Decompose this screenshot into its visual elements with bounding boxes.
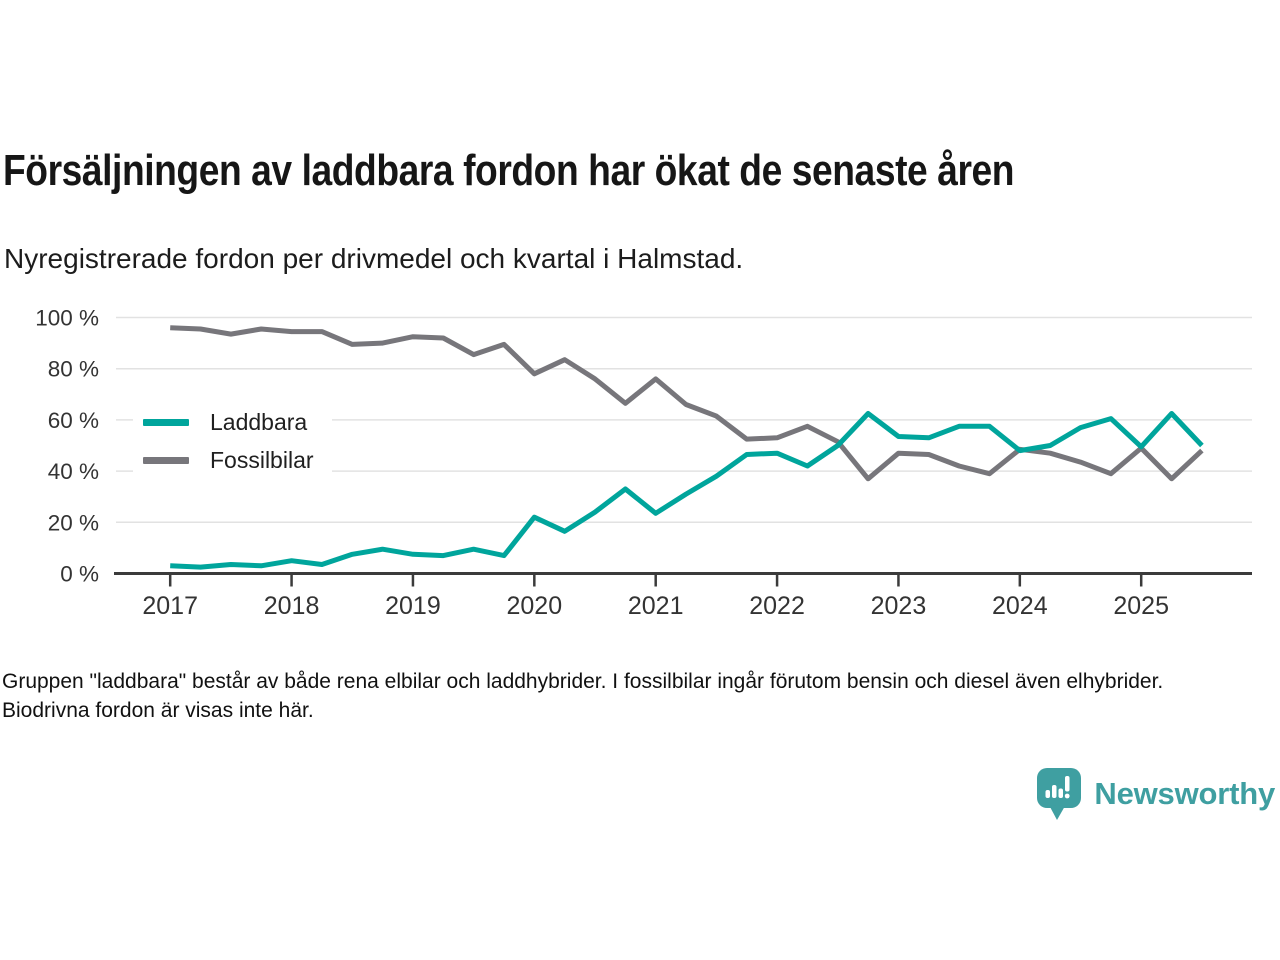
x-axis-tick-label: 2022	[749, 592, 805, 620]
y-axis-tick-label: 100 %	[35, 305, 99, 331]
footnote: Gruppen "laddbara" består av både rena elbilar och laddhybrider. I fossilbilar ingår förutom bensin och diesel även elhybrider. Biodrivna fordon är visas inte här.	[2, 670, 1164, 722]
y-axis-tick-label: 20 %	[47, 510, 99, 536]
x-axis-tick-label: 2021	[627, 592, 684, 620]
x-axis-tick-label: 2020	[506, 592, 563, 620]
y-axis-tick-label: 0 %	[60, 561, 99, 587]
chart-legend	[133, 403, 332, 479]
newsworthy-logo	[1035, 766, 1275, 821]
page-title: Försäljningen av laddbara fordon har ökat de senaste åren	[3, 146, 1015, 195]
y-axis-tick-label: 80 %	[47, 356, 99, 382]
legend-swatch-fossilbilar	[143, 457, 189, 464]
y-axis-tick-label: 40 %	[47, 459, 99, 485]
x-axis-tick-label: 2023	[870, 592, 927, 620]
line-chart	[0, 295, 1280, 635]
page-subtitle: Nyregistrerade fordon per drivmedel och kvartal i Halmstad.	[4, 243, 744, 274]
x-axis-tick-label: 2018	[263, 592, 320, 620]
legend-label-laddbara: Laddbara	[210, 408, 308, 435]
x-axis-tick-label: 2025	[1113, 592, 1170, 620]
y-axis-tick-label: 60 %	[47, 407, 99, 433]
newsworthy-wordmark: Newsworthy	[1094, 775, 1275, 811]
x-axis-tick-label: 2024	[992, 592, 1048, 620]
legend-swatch-laddbara	[143, 419, 189, 426]
legend-item-fossilbilar	[133, 441, 332, 479]
legend-label-fossilbilar: Fossilbilar	[210, 446, 314, 473]
speech-bubble-bar-chart-icon	[1035, 766, 1083, 821]
legend-item-laddbara	[133, 403, 332, 441]
x-axis-tick-label: 2017	[142, 592, 199, 620]
x-axis-tick-label: 2019	[385, 592, 441, 620]
